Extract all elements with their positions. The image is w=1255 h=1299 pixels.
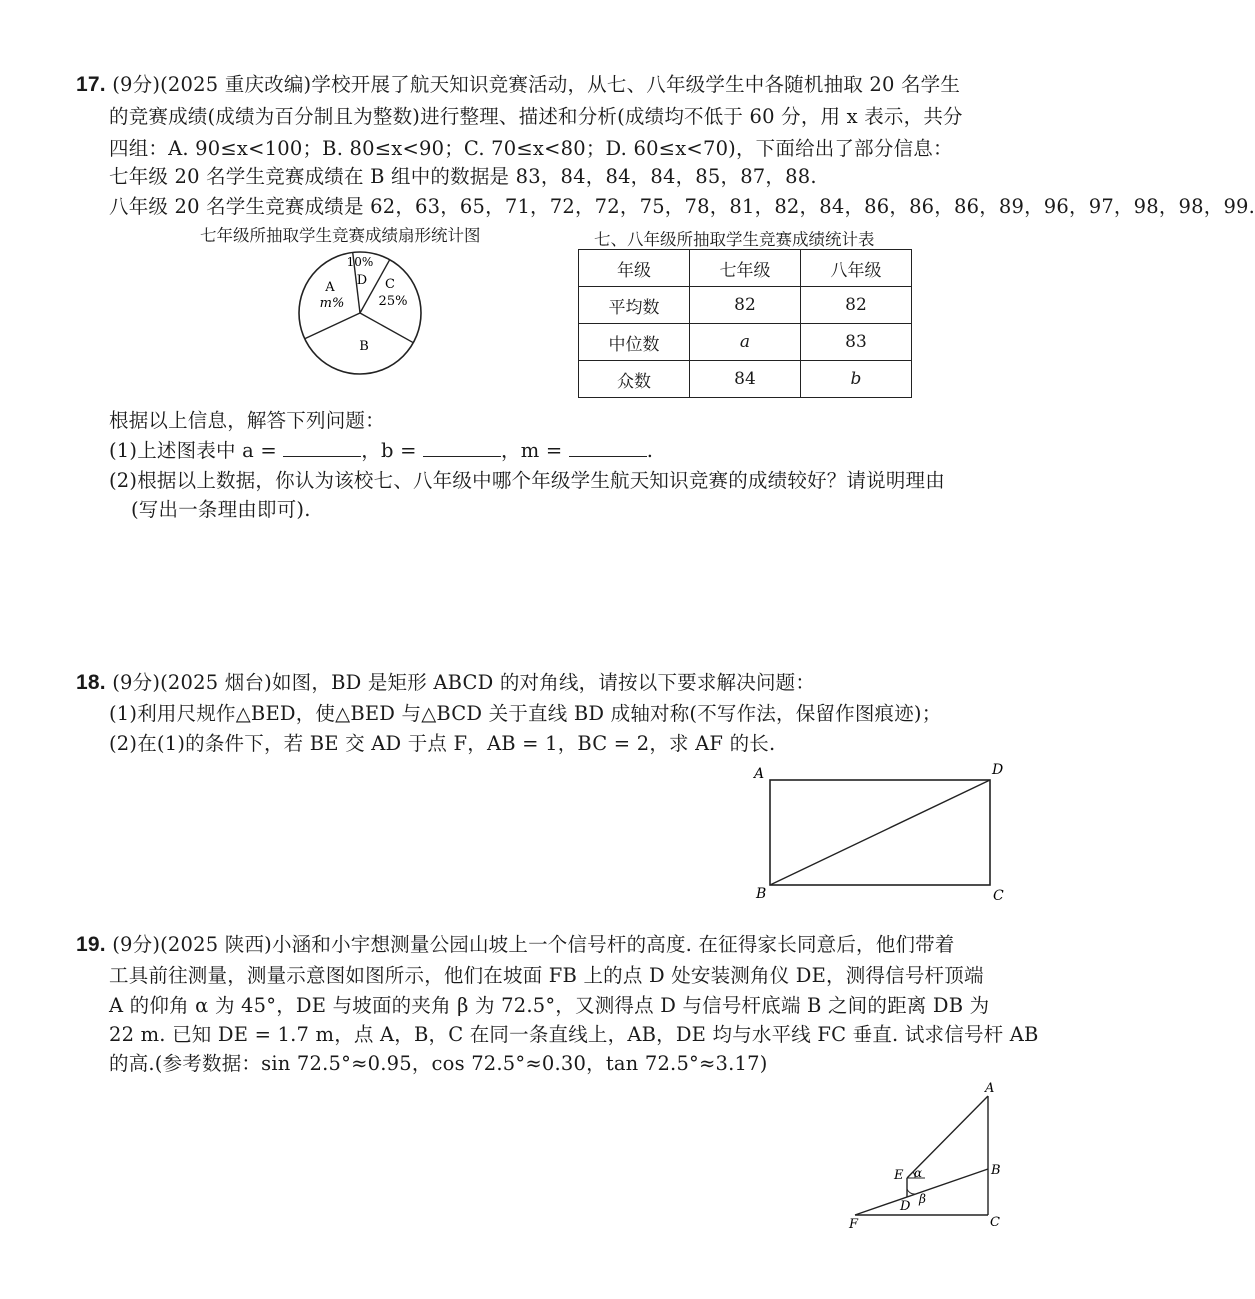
rectangle-figure <box>750 758 1020 908</box>
label-d: D <box>900 1199 911 1214</box>
table-row <box>579 287 912 324</box>
label-a: A <box>985 1081 995 1096</box>
part1-prefix: (1)上述图表中 a = <box>109 439 277 462</box>
part1-end: . <box>646 439 654 462</box>
beta-arc <box>907 1189 915 1194</box>
table-cell: 83 <box>801 324 912 361</box>
label-c: C <box>990 1215 1000 1230</box>
diagonal-bd <box>770 780 990 885</box>
pie-label-c: C <box>385 277 395 292</box>
stats-table <box>578 249 912 398</box>
q18-line3: (2)在(1)的条件下，若 BE 交 AD 于点 F，AB = 1，BC = 2，求 AF 的长. <box>109 732 776 755</box>
table-cell: 82 <box>801 287 912 324</box>
q17-line1 <box>76 72 960 98</box>
pie-chart <box>292 245 432 385</box>
label-beta: β <box>919 1192 926 1206</box>
stats-table-title: 七、八年级所抽取学生竞赛成绩统计表 <box>594 230 875 249</box>
label-b: B <box>756 886 767 902</box>
q17-prompt: 根据以上信息，解答下列问题： <box>109 409 385 432</box>
table-header-cell: 八年级 <box>801 250 912 287</box>
table-cell: 84 <box>690 361 801 398</box>
table-cell: 平均数 <box>579 287 690 324</box>
table-cell: b <box>801 361 912 398</box>
q17-line3: 四组：A. 90≤x<100；B. 80≤x<90；C. 70≤x<80；D. 60≤x<70)，下面给出了部分信息： <box>109 137 953 160</box>
q19-line2: 工具前往测量，测量示意图如图所示，他们在坡面 FB 上的点 D 处安装测角仪 DE，测得信号杆顶端 <box>109 964 984 987</box>
pie-value-c: 25% <box>378 294 408 309</box>
answer-blank-b[interactable] <box>423 438 501 457</box>
label-f: F <box>849 1217 859 1232</box>
q19-text-line1: (9分)(2025 陕西)小涵和小宇想测量公园山坡上一个信号杆的高度. 在征得家长同意后，他们带着 <box>112 933 955 956</box>
label-alpha: α <box>914 1166 923 1180</box>
q17-number: 17. <box>76 73 106 96</box>
q19-line5: 的高.(参考数据：sin 72.5°≈0.95，cos 72.5°≈0.30，tan 72.5°≈3.17) <box>109 1052 768 1075</box>
pie-label-d: D <box>356 273 368 288</box>
table-header-cell: 年级 <box>579 250 690 287</box>
label-b: B <box>991 1163 1001 1178</box>
q17-line5: 八年级 20 名学生竞赛成绩是 62，63，65，71，72，72，75，78，81，82，84，86，86，86，89，96，97，98，98，99. <box>109 195 1255 218</box>
table-cell: 众数 <box>579 361 690 398</box>
table-header-cell: 七年级 <box>690 250 801 287</box>
q17-line4: 七年级 20 名学生竞赛成绩在 B 组中的数据是 83，84，84，84，85，87，88. <box>109 165 817 188</box>
answer-blank-a[interactable] <box>283 438 361 457</box>
pie-chart-title: 七年级所抽取学生竞赛成绩扇形统计图 <box>200 226 481 245</box>
q19-line4: 22 m. 已知 DE = 1.7 m，点 A，B，C 在同一条直线上，AB，DE 均与水平线 FC 垂直. 试求信号杆 AB <box>109 1023 1039 1046</box>
q18-line2: (1)利用尺规作△BED，使△BED 与△BCD 关于直线 BD 成轴对称(不写作法，保留作图痕迹)； <box>109 702 942 725</box>
part1-m-label: ，m = <box>501 439 563 462</box>
answer-blank-m[interactable] <box>569 438 647 457</box>
label-d: D <box>992 762 1004 778</box>
slope-figure <box>845 1078 1025 1238</box>
q17-part2-line2: (写出一条理由即可). <box>131 498 311 521</box>
q18-number: 18. <box>76 671 106 694</box>
table-row <box>579 361 912 398</box>
table-header-row <box>579 250 912 287</box>
q19-line3: A 的仰角 α 为 45°，DE 与坡面的夹角 β 为 72.5°，又测得点 D 与信号杆底端 B 之间的距离 DB 为 <box>109 994 990 1017</box>
part1-b-label: ，b = <box>361 439 417 462</box>
pie-value-d: 10% <box>346 255 374 269</box>
q18-line1 <box>76 670 815 696</box>
label-e: E <box>894 1168 904 1183</box>
label-c: C <box>993 888 1004 904</box>
table-cell: 82 <box>690 287 801 324</box>
q17-line2: 的竞赛成绩(成绩为百分制且为整数)进行整理、描述和分析(成绩均不低于 60 分，用 x 表示，共分 <box>109 105 963 128</box>
q19-number: 19. <box>76 933 106 956</box>
table-cell: 中位数 <box>579 324 690 361</box>
label-a: A <box>754 766 765 782</box>
q17-text-line1: (9分)(2025 重庆改编)学校开展了航天知识竞赛活动，从七、八年级学生中各随机抽取 20 名学生 <box>112 73 961 96</box>
q19-line1 <box>76 932 955 958</box>
q17-part2-line1: (2)根据以上数据，你认为该校七、八年级中哪个年级学生航天知识竞赛的成绩较好？请说明理由 <box>109 469 945 492</box>
q18-text-line1: (9分)(2025 烟台)如图，BD 是矩形 ABCD 的对角线，请按以下要求解决问题： <box>112 671 816 694</box>
table-cell: a <box>690 324 801 361</box>
pie-slice-boundary-4 <box>305 313 360 339</box>
pie-value-a: m% <box>319 296 345 311</box>
pie-label-b: B <box>359 339 369 354</box>
q17-part1 <box>109 438 653 464</box>
table-row <box>579 324 912 361</box>
pie-label-a: A <box>325 280 335 295</box>
